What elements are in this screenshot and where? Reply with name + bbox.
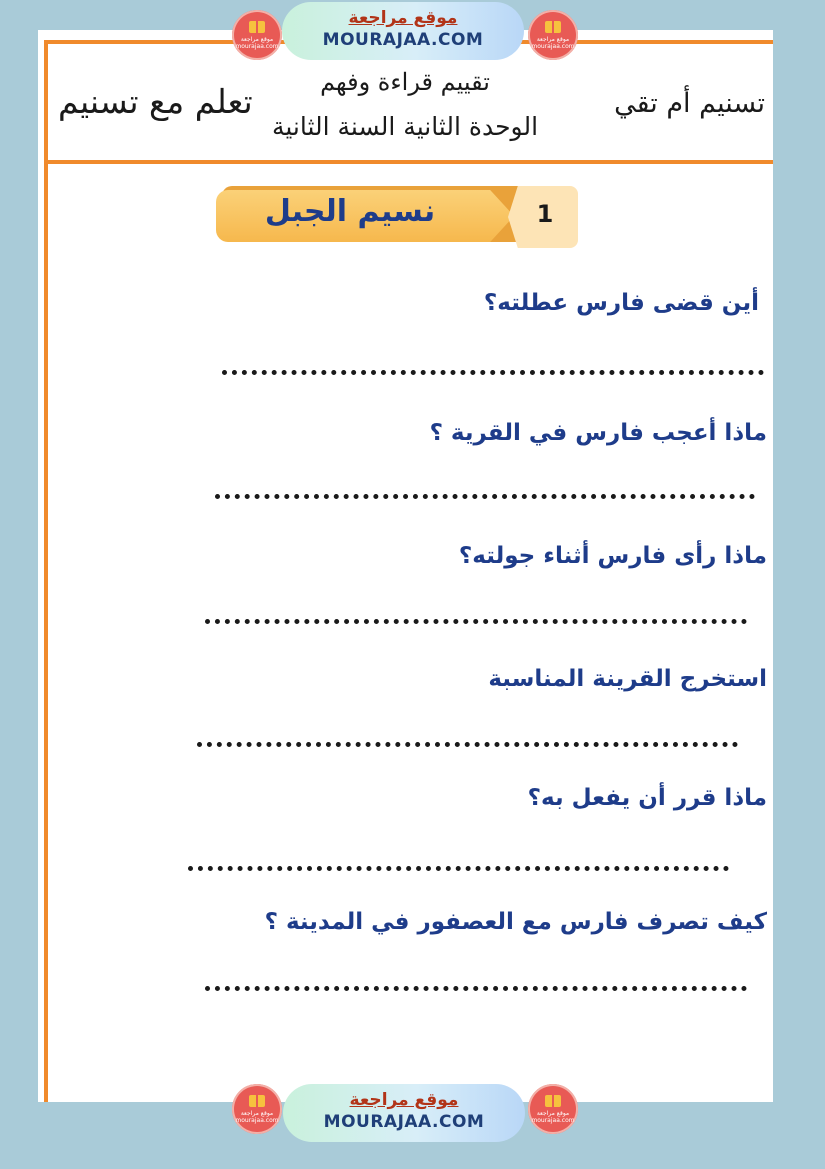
question-6: كيف تصرف فارس مع العصفور في المدينة ؟ bbox=[264, 909, 767, 935]
question-3: ماذا رأى فارس أثناء جولته؟ bbox=[458, 543, 767, 569]
answer-line-3[interactable] bbox=[205, 619, 747, 624]
answer-line-6[interactable] bbox=[205, 986, 747, 991]
site-name-en[interactable]: MOURAJAA.COM bbox=[323, 1112, 485, 1132]
question-1: أين قضى فارس عطلته؟ bbox=[483, 290, 759, 316]
site-name-ar[interactable]: موقع مراجعة bbox=[349, 1090, 459, 1110]
site-logo-icon: موقع مراجعة mourajaa.com bbox=[528, 1084, 578, 1134]
brand-title: تعلم مع تسنيم bbox=[58, 82, 253, 121]
lesson-number: 1 bbox=[536, 200, 554, 228]
site-name-ar[interactable]: موقع مراجعة bbox=[348, 8, 458, 28]
question-4: استخرج القرينة المناسبة bbox=[488, 666, 767, 692]
site-banner-bottom[interactable] bbox=[283, 1084, 525, 1142]
question-5: ماذا قرر أن يفعل به؟ bbox=[527, 785, 767, 811]
site-logo-icon: موقع مراجعة mourajaa.com bbox=[232, 1084, 282, 1134]
site-name-en[interactable]: MOURAJAA.COM bbox=[322, 30, 484, 50]
lesson-title: نسيم الجبل bbox=[264, 194, 436, 229]
left-border-line bbox=[44, 40, 48, 1102]
unit-level: الوحدة الثانية السنة الثانية bbox=[271, 112, 539, 141]
answer-line-4[interactable] bbox=[197, 742, 738, 747]
question-2: ماذا أعجب فارس في القرية ؟ bbox=[429, 420, 767, 446]
site-logo-icon: موقع مراجعة mourajaa.com bbox=[528, 10, 578, 60]
answer-line-2[interactable] bbox=[215, 494, 755, 499]
site-banner-top[interactable] bbox=[282, 2, 524, 60]
author-name: تسنيم أم تقي bbox=[614, 88, 765, 119]
assessment-title: تقييم قراءة وفهم bbox=[320, 68, 490, 96]
answer-line-1[interactable] bbox=[222, 370, 764, 375]
site-logo-icon: موقع مراجعة mourajaa.com bbox=[232, 10, 282, 60]
answer-line-5[interactable] bbox=[188, 866, 729, 871]
